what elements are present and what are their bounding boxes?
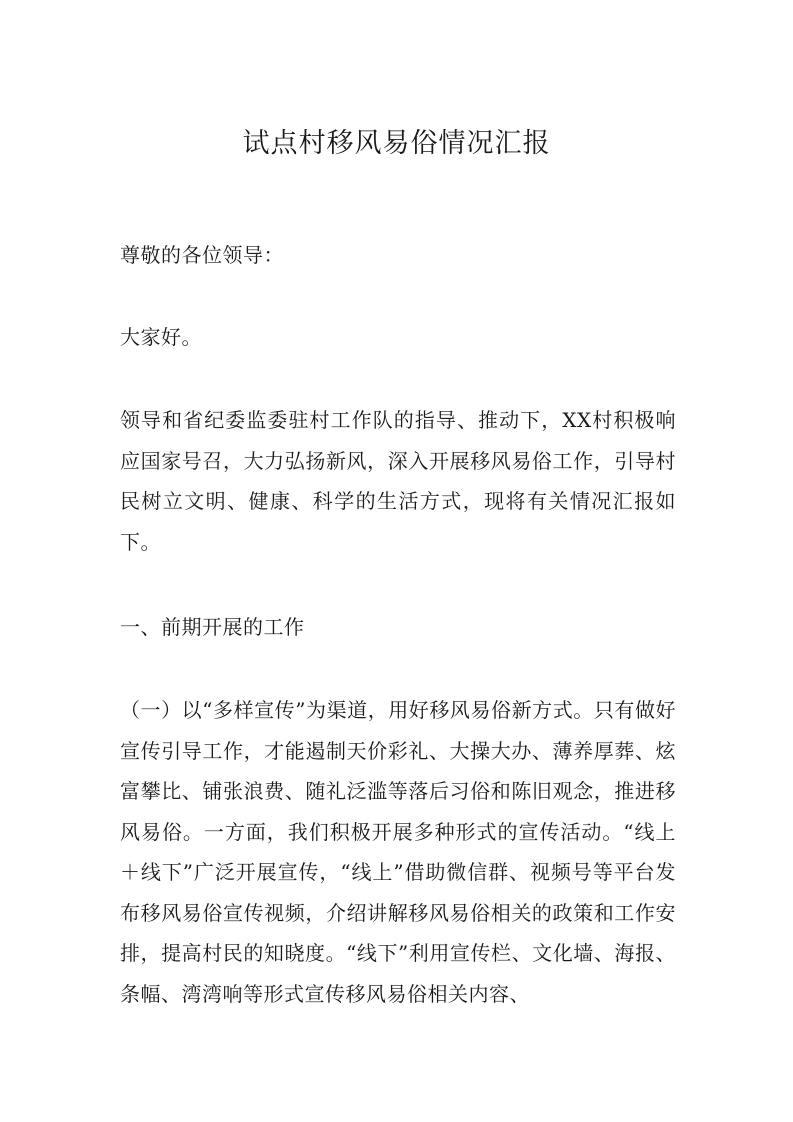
intro-paragraph: 领导和省纪委监委驻村工作队的指导、推动下，XX村积极响应国家号召，大力弘扬新风，深入开展移风易俗工作，引导村民树立文明、健康、科学的生活方式，现将有关情况汇报如下。 — [120, 408, 676, 554]
section-heading: 一、前期开展的工作 — [120, 615, 305, 639]
body-paragraph: （一）以“多样宣传”为渠道，用好移风易俗新方式。只有做好宣传引导工作，才能遏制天价彩礼、大操大办、薄养厚葬、炫富攀比、铺张浪费、随礼泛滥等落后习俗和陈旧观念，推进移风易俗。一方面，我们积极开展多种形式的宣传活动。“线上＋线下”广泛开展宣传，“线上”借助微信群、视频号等平台发布移风易俗宣传视频，介绍讲解移风易俗相关的政策和工作安排，提高村民的知晓度。“线下”利用宣传栏、文化墙、海报、条幅、湾湾响等形式宣传移风易俗相关内容、 — [120, 698, 676, 1006]
greeting: 大家好。 — [120, 325, 202, 349]
document-title: 试点村移风易俗情况汇报 — [242, 128, 551, 159]
salutation: 尊敬的各位领导： — [120, 243, 284, 267]
